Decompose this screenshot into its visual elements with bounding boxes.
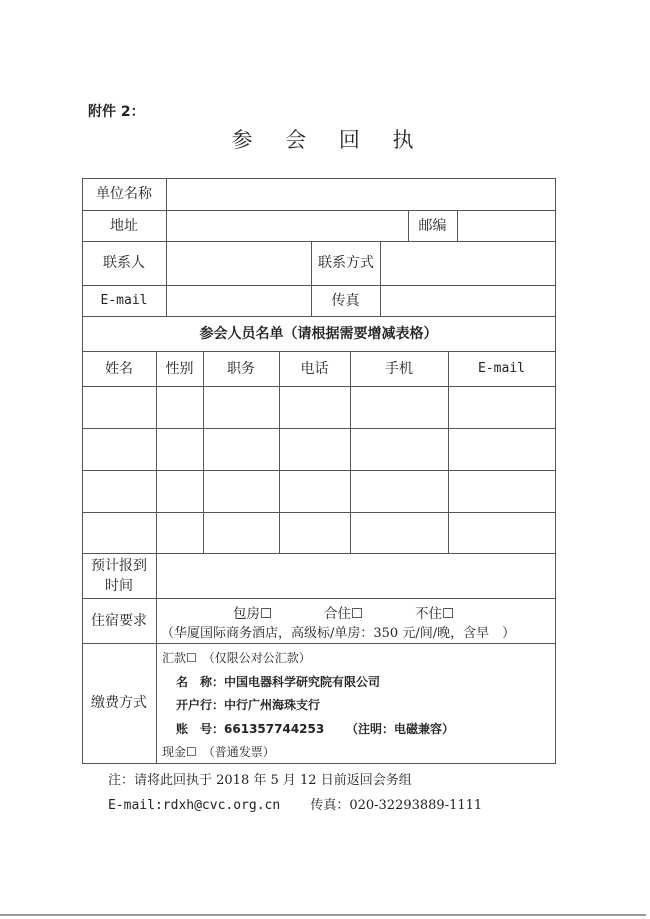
- accommodation-options: [157, 599, 554, 643]
- table-border: [555, 178, 556, 764]
- arrival-time-field[interactable]: [157, 554, 554, 597]
- attendee-heading-text: 参会人员名单（请根据需要增减表格）: [199, 325, 438, 342]
- table-border: [82, 763, 555, 764]
- col-header-position: 职务: [227, 360, 255, 377]
- attendee-mobile-cell[interactable]: [351, 387, 447, 427]
- account-line: [176, 720, 454, 737]
- attendee-email-cell[interactable]: [449, 471, 554, 511]
- payee-name-value: 中国电器科学研究院有限公司: [224, 675, 381, 689]
- unit-name-field[interactable]: [167, 179, 554, 209]
- account-note: （注明：电磁兼容）: [346, 722, 455, 736]
- attendee-position-cell[interactable]: [204, 429, 278, 469]
- col-header-phone: 电话: [300, 360, 329, 377]
- attendee-phone-cell[interactable]: [280, 387, 349, 427]
- attendee-email-cell[interactable]: [449, 387, 554, 427]
- fax-field[interactable]: [381, 286, 554, 315]
- attendee-position-cell[interactable]: [204, 513, 278, 552]
- attendee-mobile-cell[interactable]: [351, 471, 447, 511]
- attendee-phone-cell[interactable]: [280, 513, 349, 552]
- col-header-name: 姓名: [105, 360, 133, 377]
- contact-person-field[interactable]: [167, 242, 310, 284]
- attendee-name-cell[interactable]: [83, 429, 155, 469]
- address-field[interactable]: [167, 211, 407, 240]
- attendee-name-cell[interactable]: [83, 471, 155, 511]
- col-header-email: E-mail: [478, 360, 525, 376]
- attendee-position-cell[interactable]: [204, 471, 278, 511]
- postcode-field[interactable]: [458, 211, 554, 240]
- option-private-room[interactable]: 包房☐: [233, 606, 273, 622]
- attendee-phone-cell[interactable]: [280, 471, 349, 511]
- col-header-mobile: 手机: [385, 360, 413, 377]
- contact-person-label: 联系人: [103, 255, 145, 271]
- attendee-mobile-cell[interactable]: [351, 513, 447, 552]
- attendee-gender-cell[interactable]: [157, 387, 202, 427]
- return-deadline-note: 注：请将此回执于 2018 年 5 月 12 日前返回会务组: [108, 773, 412, 788]
- attachment-label: 附件 2：: [88, 104, 145, 120]
- email-label: E-mail: [100, 292, 148, 308]
- arrival-time-label: 预计报到时间: [91, 557, 147, 594]
- attendee-email-cell[interactable]: [449, 513, 554, 552]
- contact-line: [108, 794, 482, 813]
- attendee-gender-cell[interactable]: [157, 429, 202, 469]
- hotel-note: （华厦国际商务酒店，高级标/单房：350 元/间/晚，含早 ）: [161, 626, 516, 641]
- payment-method-label: 缴费方式: [91, 695, 147, 711]
- option-no-lodging[interactable]: 不住☐: [415, 606, 455, 622]
- option-cash[interactable]: 现金☐ （普通发票）: [162, 745, 275, 759]
- account-value: 661357744253: [224, 722, 325, 736]
- attendee-phone-cell[interactable]: [280, 429, 349, 469]
- attendee-name-cell[interactable]: [83, 387, 155, 427]
- account-label: 账 号：: [176, 722, 225, 736]
- unit-name-label: 单位名称: [96, 186, 152, 202]
- attendee-gender-cell[interactable]: [157, 471, 202, 511]
- attendee-gender-cell[interactable]: [157, 513, 202, 552]
- contact-method-field[interactable]: [381, 242, 554, 284]
- contact-email: E-mail:rdxh@cvc.org.cn: [108, 798, 281, 813]
- col-header-gender: 性别: [165, 360, 194, 377]
- postcode-label: 邮编: [418, 217, 447, 234]
- address-label: 地址: [110, 217, 138, 234]
- bank-label: 开户行：: [176, 698, 225, 712]
- attendee-mobile-cell[interactable]: [351, 429, 447, 469]
- bank-value: 中行广州海珠支行: [224, 698, 321, 712]
- email-field[interactable]: [167, 286, 310, 315]
- attendee-position-cell[interactable]: [204, 387, 278, 427]
- option-shared-room[interactable]: 合住☐: [324, 606, 364, 622]
- receipt-form-table: [82, 178, 555, 763]
- payee-name-label: 名 称：: [176, 675, 225, 689]
- attendee-list-heading: [82, 316, 555, 351]
- contact-method-label: 联系方式: [318, 255, 374, 271]
- bank-line: [176, 696, 320, 713]
- option-bank-transfer[interactable]: 汇款☐ （仅限公对公汇款）: [162, 651, 311, 665]
- accommodation-label: 住宿要求: [91, 612, 147, 629]
- attendee-email-cell[interactable]: [449, 429, 554, 469]
- payee-name-line: [176, 673, 380, 690]
- contact-fax: 传真：020-32293889-1111: [310, 798, 483, 813]
- scan-edge-line: [0, 914, 646, 916]
- fax-label: 传真: [331, 292, 360, 309]
- attendee-name-cell[interactable]: [83, 513, 155, 552]
- page-title: 参 会 回 执: [231, 128, 427, 152]
